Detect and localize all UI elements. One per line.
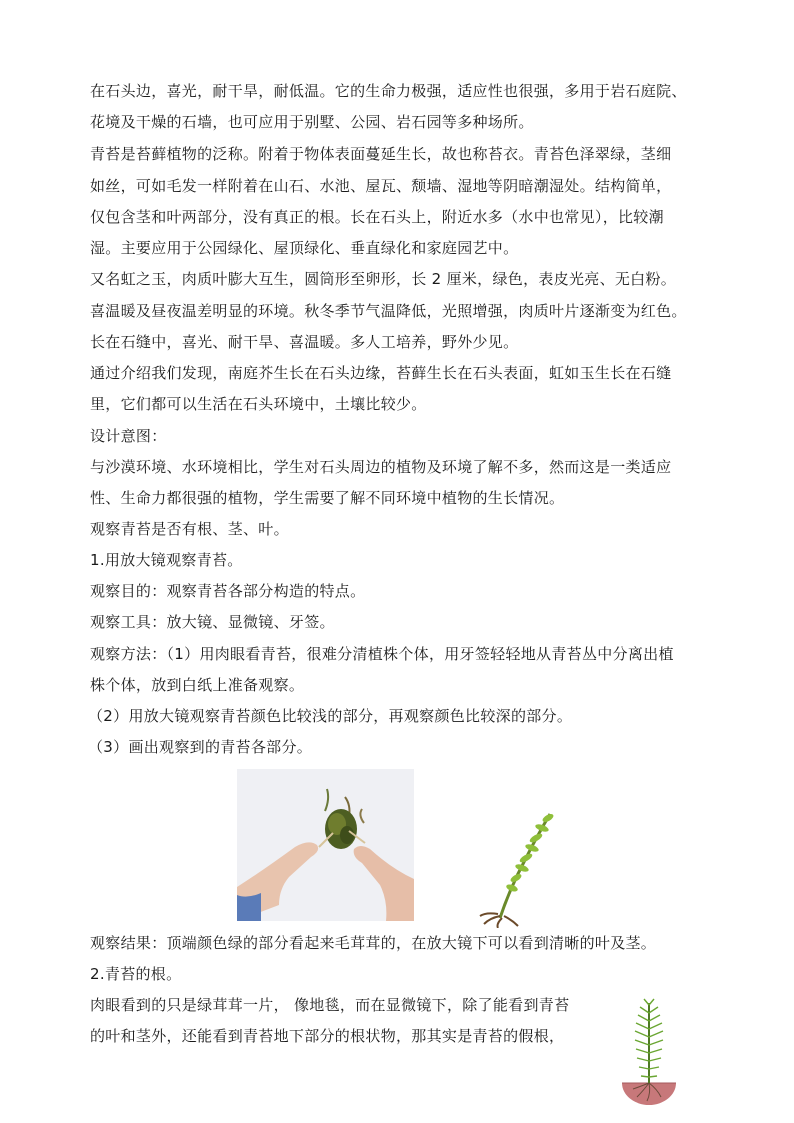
paragraph-line: 性、生命力都很强的植物，学生需要了解不同环境中植物的生长情况。 [90,489,565,507]
paragraph-line: 株个体，放到白纸上准备观察。 [90,676,305,694]
paragraph-line: 青苔是苔藓植物的泛称。附着于物体表面蔓延生长，故也称苔衣。青苔色泽翠绿，茎细 [90,145,672,163]
paragraph-line: 与沙漠环境、水环境相比，学生对石头周边的植物及环境了解不多，然而这是一类适应 [90,458,672,476]
paragraph-line: 仅包含茎和叶两部分，没有真正的根。长在石头上，附近水多（水中也常见），比较潮 [90,208,664,226]
step-heading: 2.青苔的根。 [90,965,182,983]
step-heading: 1.用放大镜观察青苔。 [90,551,243,569]
paragraph-line: （2）用放大镜观察青苔颜色比较浅的部分，再观察颜色比较深的部分。 [88,707,573,725]
paragraph-line: 肉眼看到的只是绿茸茸一片， 像地毯，而在显微镜下，除了能看到青苔 [90,996,570,1014]
paragraph-line: 又名虹之玉，肉质叶膨大互生，圆筒形至卵形，长 2 厘米，绿色，表皮光亮、无白粉。 [90,270,677,288]
section-heading: 设计意图： [90,427,167,445]
paragraph-line: 花境及干燥的石墙，也可应用于别墅、公园、岩石园等多种场所。 [90,113,534,131]
paragraph-line: 在石头边，喜光，耐干旱，耐低温。它的生命力极强，适应性也很强，多用于岩石庭院、 [90,82,687,100]
paragraph-line: 的叶和茎外，还能看到青苔地下部分的根状物，那其实是青苔的假根， [90,1027,565,1045]
paragraph-line: 观察目的：观察青苔各部分构造的特点。 [90,582,366,600]
paragraph-line: 观察结果：顶端颜色绿的部分看起来毛茸茸的，在放大镜下可以看到清晰的叶及茎。 [90,934,657,952]
paragraph-line: 里，它们都可以生活在石头环境中，土壤比较少。 [90,395,427,413]
moss-sprig-illustration [470,808,560,928]
paragraph-line: 观察工具：放大镜、显微镜、牙签。 [90,613,335,631]
moss-rhizoid-image [618,995,680,1107]
paragraph-line: 通过介绍我们发现，南庭芥生长在石头边缘，苔藓生长在石头表面，虹如玉生长在石缝 [90,364,672,382]
moss-sprig-image [470,808,560,928]
paragraph-line: 喜温暖及昼夜温差明显的环境。秋冬季节气温降低，光照增强，肉质叶片逐渐变为红色。 [90,302,687,320]
paragraph-line: 长在石缝中，喜光、耐干旱、喜温暖。多人工培养，野外少见。 [90,333,519,351]
moss-separation-photo [237,769,414,921]
paragraph-line: 观察方法：（1）用肉眼看青苔，很难分清植株个体，用牙签轻轻地从青苔丛中分离出植 [90,645,674,663]
moss-separation-illustration [237,769,414,921]
paragraph-line: 如丝，可如毛发一样附着在山石、水池、屋瓦、颓墙、湿地等阴暗潮湿处。结构简单， [90,177,672,195]
paragraph-line: （3）画出观察到的青苔各部分。 [88,738,313,756]
paragraph-line: 湿。主要应用于公园绿化、屋顶绿化、垂直绿化和家庭园艺中。 [90,239,519,257]
moss-rhizoid-illustration [618,995,680,1107]
paragraph-line: 观察青苔是否有根、茎、叶。 [90,520,289,538]
